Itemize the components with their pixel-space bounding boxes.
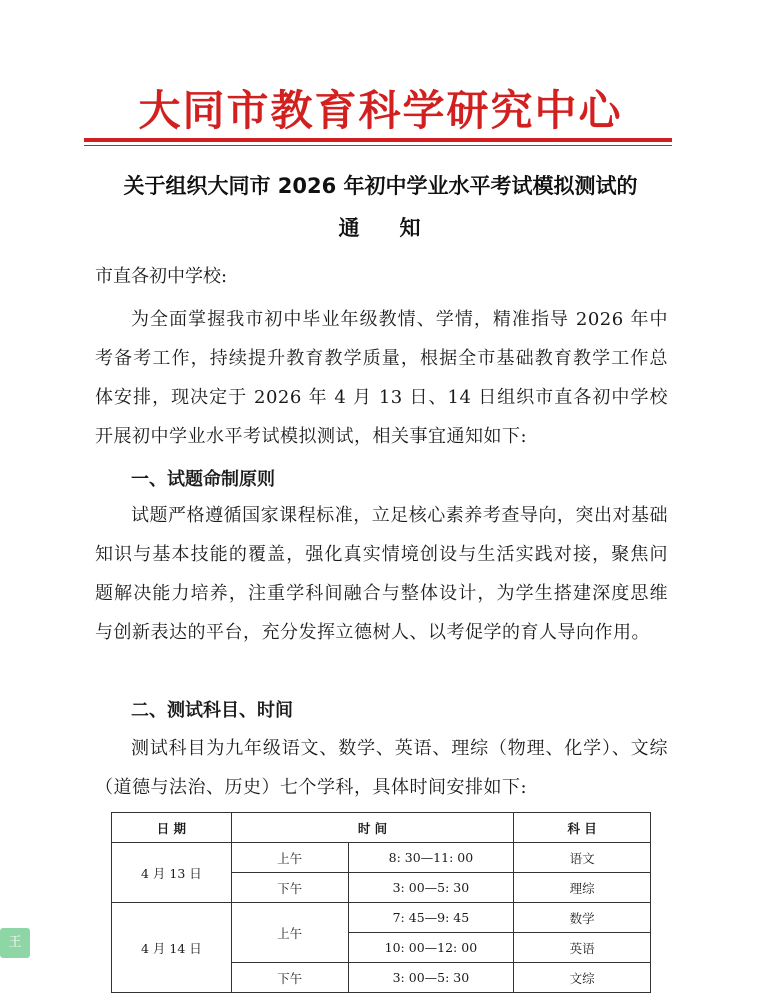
header-subject: 科 目 [514,813,651,843]
date-cell: 4 月 13 日 [112,843,232,903]
header-date: 日 期 [112,813,232,843]
time-cell: 7: 45—9: 45 [348,903,514,933]
section2-paragraph: 测试科目为九年级语文、数学、英语、理综（物理、化学）、文综（道德与法治、历史）七个学科，具体时间安排如下: [95,738,668,798]
section1-paragraph: 试题严格遵循国家课程标准，立足核心素养考查导向，突出对基础知识与基本技能的覆盖，强化真实情境创设与生活实践对接，聚焦问题解决能力培养，注重学科间融合与整体设计，为学生搭建深度思维与创新表达的平台，充分发挥立德树人、以考促学的育人导向作用。 [95,505,668,643]
title-char-tong: 通 [338,216,362,240]
notice-title: 关于组织大同市 2026 年初中学业水平考试模拟测试的 [123,174,638,198]
section2-heading: 二、测试科目、时间 [131,700,293,721]
header-time: 时 间 [231,813,513,843]
period-cell: 下午 [231,873,348,903]
subject-cell: 文综 [514,963,651,993]
table-row [112,843,651,873]
time-cell: 3: 00—5: 30 [348,873,514,903]
subject-cell: 理综 [514,873,651,903]
subject-cell: 英语 [514,933,651,963]
intro-paragraph: 为全面掌握我市初中毕业年级教情、学情，精准指导 2026 年中考备考工作，持续提升教育教学质量，根据全市基础教育教学工作总体安排，现决定于 2026 年 4 月 13 日、14 日组织市直各初中学校开展初中学业水平考试模拟测试，相关事宜通知如下: [95,309,668,447]
period-cell: 下午 [231,963,348,993]
subject-cell: 数学 [514,903,651,933]
time-cell: 8: 30—11: 00 [348,843,514,873]
notice-title-line2 [0,212,761,242]
letterhead-red-rule [84,138,672,142]
section1-heading: 一、试题命制原则 [131,469,275,490]
period-cell: 上午 [231,903,348,963]
time-cell: 3: 00—5: 30 [348,963,514,993]
date-cell: 4 月 14 日 [112,903,232,993]
letterhead-red-rule-thin [84,145,672,146]
table-row [112,903,651,933]
agency-letterhead: 大同市教育科学研究中心 [138,86,623,135]
period-cell: 上午 [231,843,348,873]
title-char-zhi: 知 [399,216,423,240]
time-cell: 10: 00—12: 00 [348,933,514,963]
table-header-row [112,813,651,843]
addressee: 市直各初中学校: [95,266,228,287]
subject-cell: 语文 [514,843,651,873]
side-floating-tab[interactable]: 王 [0,928,30,958]
schedule-table [111,812,651,993]
